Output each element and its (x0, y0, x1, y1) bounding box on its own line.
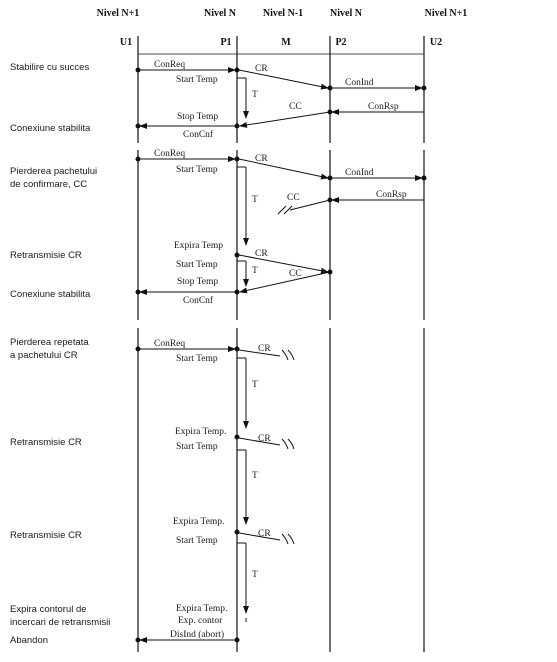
entity-m: M (281, 37, 291, 48)
header-middle: Nivel N-1 (262, 8, 304, 19)
timer-t-2: T (252, 195, 258, 205)
timer-start-3b: Start Temp (176, 442, 218, 452)
msg-conreq-3: ConReq (154, 339, 186, 349)
msg-conind-2: ConInd (345, 168, 374, 178)
s2-title-1: Pierderea pachetului (10, 166, 98, 177)
s3-retrans-2: Retransmisie CR (10, 530, 82, 541)
msg-concnf: ConCnf (183, 130, 214, 140)
msg-concnf-2: ConCnf (183, 296, 214, 306)
timer-expira-2: Expira Temp (174, 241, 224, 251)
s2-retrans: Retransmisie CR (10, 250, 82, 261)
s1-title: Stabilire cu succes (10, 62, 90, 73)
entity-u2: U2 (429, 37, 443, 48)
timer-expira-3b: Expira Temp. (173, 517, 225, 527)
timer-expira-3c: Expira Temp. (176, 604, 228, 614)
timer-start: Start Temp (176, 75, 218, 85)
scenario-1-labels (154, 60, 399, 140)
s3-title-1: Pierderea repetata (10, 337, 89, 348)
scenario-3-labels (154, 339, 271, 640)
header-left-provider: Nivel N (204, 8, 236, 19)
msg-cr-3b: CR (258, 434, 271, 444)
timer-start-2b: Start Temp (176, 260, 218, 270)
msg-cc: CC (289, 102, 302, 112)
timer-start-3a: Start Temp (176, 354, 218, 364)
timer-exp-contor: Exp. contor (178, 616, 223, 626)
msg-disind: DisInd (abort) (170, 630, 225, 640)
msg-conreq-2: ConReq (154, 149, 186, 159)
header-left-upper: Nivel N+1 (96, 8, 140, 19)
msg-conreq: ConReq (154, 60, 186, 70)
scenario-2-labels (154, 149, 407, 306)
scenario-2 (136, 157, 426, 294)
timer-t-3b: T (252, 471, 258, 481)
msg-cr-3c: CR (258, 529, 271, 539)
msg-cr-2: CR (255, 154, 268, 164)
msg-conind: ConInd (345, 78, 374, 88)
entity-p2: P2 (335, 37, 347, 48)
timer-t: T (252, 90, 258, 100)
timer-t-3c: T (252, 570, 258, 580)
entity-u1: U1 (119, 37, 133, 48)
timer-stop-2: Stop Temp (177, 277, 219, 287)
header-right-upper: Nivel N+1 (424, 8, 468, 19)
msg-cr-retrans: CR (255, 249, 268, 259)
msg-cc-lost: CC (287, 193, 300, 203)
s3-counter-2: incercari de retransmisii (10, 617, 111, 628)
timer-stop: Stop Temp (177, 112, 219, 122)
scenario-3 (136, 347, 294, 642)
s2-result: Conexiune stabilita (10, 289, 91, 300)
timer-expira-3a: Expira Temp. (175, 427, 227, 437)
scenario-labels (10, 62, 110, 646)
timer-start-3c: Start Temp (176, 536, 218, 546)
timer-t-3a: T (252, 380, 258, 390)
header-right-provider: Nivel N (330, 8, 362, 19)
s3-retrans-1: Retransmisie CR (10, 437, 82, 448)
timer-t-2b: T (252, 266, 258, 276)
s3-abandon: Abandon (10, 635, 49, 646)
s3-counter-1: Expira contorul de (10, 604, 87, 615)
s1-result: Conexiune stabilita (10, 123, 91, 134)
msg-conrsp: ConRsp (368, 102, 399, 112)
msg-cc-2: CC (289, 269, 302, 279)
msg-cr-3a: CR (258, 344, 271, 354)
s3-title-2: a pachetului CR (10, 350, 78, 361)
msg-cr: CR (255, 64, 268, 74)
s2-title-2: de confirmare, CC (10, 179, 88, 190)
msg-conrsp-2: ConRsp (376, 190, 407, 200)
timer-start-2: Start Temp (176, 165, 218, 175)
entity-p1: P1 (220, 37, 232, 48)
